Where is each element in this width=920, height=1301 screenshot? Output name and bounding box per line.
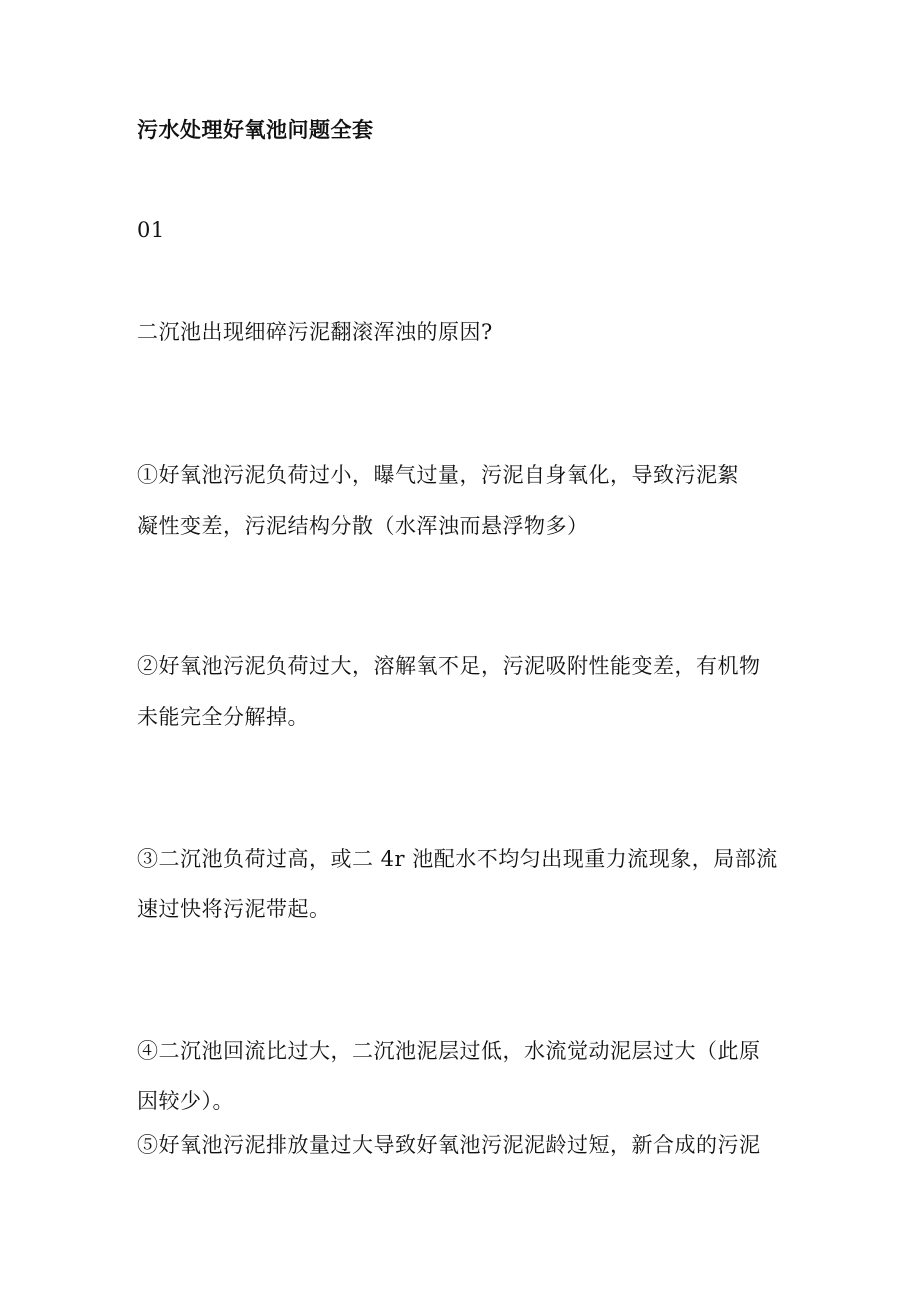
question-heading: 二沉池出现细碎污泥翻滚浑浊的原因? bbox=[137, 320, 493, 344]
document-title: 污水处理好氧池问题全套 bbox=[137, 117, 374, 142]
paragraph-4-line-2: 因较少）。 bbox=[137, 1089, 234, 1113]
paragraph-2-line-1: ②好氧池污泥负荷过大，溶解氧不足，污泥吸附性能变差，有机物 bbox=[137, 654, 761, 678]
paragraph-1-line-2: 凝性变差，污泥结构分散（水浑浊而悬浮物多） bbox=[137, 514, 589, 538]
paragraph-2-line-2: 未能完全分解掉。 bbox=[137, 705, 309, 729]
paragraph-1-line-1: ①好氧池污泥负荷过小，曝气过量，污泥自身氧化，导致污泥絮 bbox=[137, 463, 739, 487]
paragraph-3-line-1: ③二沉池负荷过高，或二 4r 池配水不均匀出现重力流现象，局部流 bbox=[137, 847, 778, 871]
paragraph-3-line-2: 速过快将污泥带起。 bbox=[137, 897, 331, 921]
section-number: 01 bbox=[137, 218, 165, 242]
paragraph-5-line-1: ⑤好氧池污泥排放量过大导致好氧池污泥泥龄过短，新合成的污泥 bbox=[137, 1133, 761, 1157]
paragraph-4-line-1: ④二沉池回流比过大，二沉池泥层过低，水流觉动泥层过大（此原 bbox=[137, 1039, 761, 1063]
